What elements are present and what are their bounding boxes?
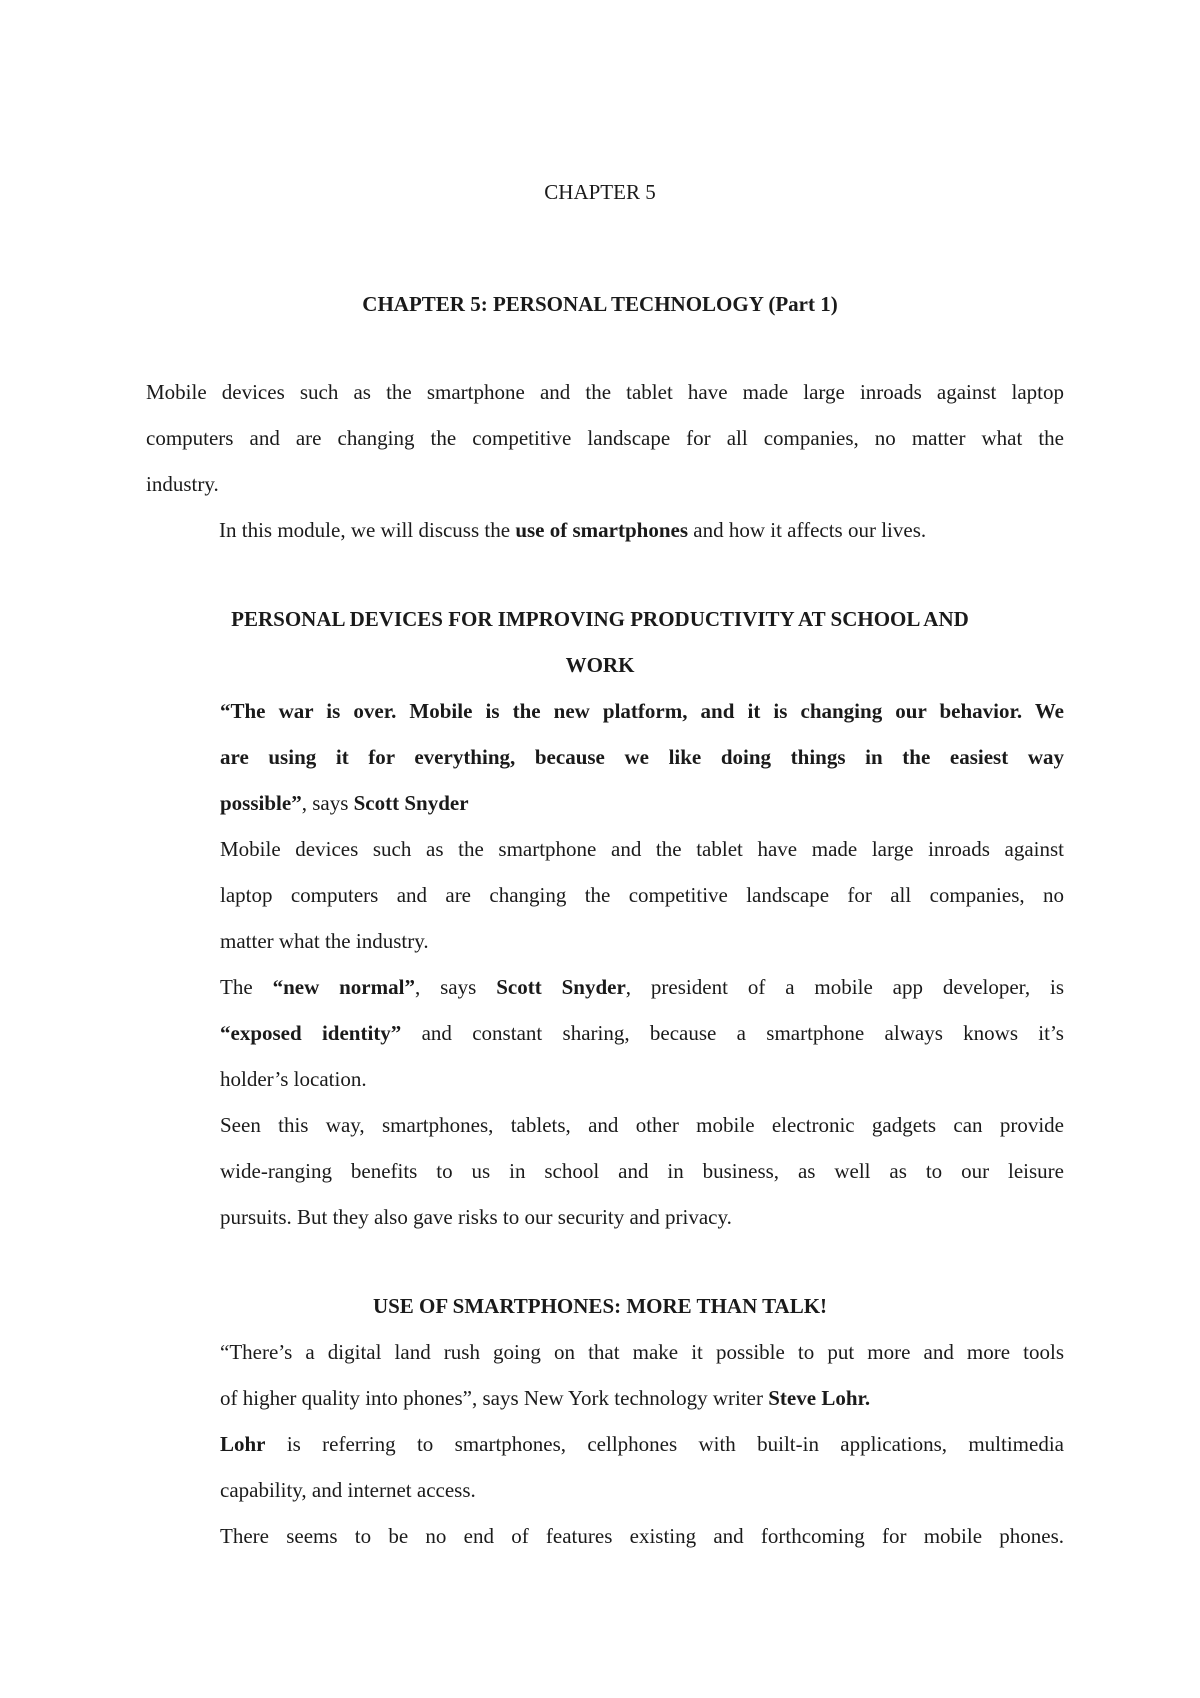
last-line: There seems to be no end of features existing and forthcoming for mobile phones.: [220, 1524, 1064, 1548]
p3-line-2: wide-ranging benefits to us in school and in business, as well as to our leisure: [220, 1159, 1064, 1183]
chapter-label: CHAPTER 5: [544, 180, 656, 204]
s2-quote-line-2: [220, 1386, 1064, 1410]
p2-author: Scott Snyder: [496, 975, 626, 999]
p2-line-2: [220, 1021, 1064, 1045]
s2-quote-author: Steve Lohr.: [768, 1386, 871, 1410]
module-intro-text-c: and how it affects our lives.: [688, 518, 927, 542]
lohr-name: Lohr: [220, 1432, 266, 1456]
section-heading-personal-devices-2: WORK: [565, 653, 635, 677]
p1-line-1: Mobile devices such as the smartphone and the tablet have made large inroads against: [220, 837, 1064, 861]
p1-line-3: matter what the industry.: [220, 929, 429, 953]
intro-line-2: computers and are changing the competitive landscape for all companies, no matter what the: [146, 426, 1064, 450]
lohr-text: is referring to smartphones, cellphones with built-in applications, multimedia: [265, 1432, 1064, 1456]
p3-line-3: pursuits. But they also gave risks to our security and privacy.: [220, 1205, 732, 1229]
quote-says: , says: [301, 791, 354, 815]
module-intro-text-a: In this module, we will discuss the: [219, 518, 516, 542]
quote-line-3: [220, 791, 1064, 815]
p2-exposed-identity: “exposed identity”: [220, 1021, 402, 1045]
section-heading-personal-devices-1: PERSONAL DEVICES FOR IMPROVING PRODUCTIVITY AT SCHOOL AND: [231, 607, 969, 631]
module-intro: [219, 518, 926, 542]
quote-end: possible”: [220, 791, 302, 815]
section-heading-smartphones: USE OF SMARTPHONES: MORE THAN TALK!: [372, 1294, 828, 1318]
p2-text-c: , says: [414, 975, 497, 999]
p2-new-normal: “new normal”: [272, 975, 415, 999]
p2-line-3: holder’s location.: [220, 1067, 367, 1091]
quote-line-1: “The war is over. Mobile is the new platform, and it is changing our behavior. We: [220, 699, 1064, 723]
lohr-line-2: capability, and internet access.: [220, 1478, 476, 1502]
p2-text-a: The: [220, 975, 273, 999]
intro-line-3: industry.: [146, 472, 219, 496]
p3-line-1: Seen this way, smartphones, tablets, and other mobile electronic gadgets can provide: [220, 1113, 1064, 1137]
module-intro-emphasis: use of smartphones: [515, 518, 688, 542]
quote-author: Scott Snyder: [353, 791, 469, 815]
p2-text-e: , president of a mobile app developer, is: [625, 975, 1064, 999]
s2-quote-text: of higher quality into phones”, says New York technology writer: [220, 1386, 769, 1410]
p2-line-1: [220, 975, 1064, 999]
quote-line-2: are using it for everything, because we like doing things in the easiest way: [220, 745, 1064, 769]
p1-line-2: laptop computers and are changing the competitive landscape for all companies, no: [220, 883, 1064, 907]
intro-line-1: Mobile devices such as the smartphone and the tablet have made large inroads against laptop: [146, 380, 1064, 404]
s2-quote-line-1: “There’s a digital land rush going on that make it possible to put more and more tools: [220, 1340, 1064, 1364]
chapter-title: CHAPTER 5: PERSONAL TECHNOLOGY (Part 1): [362, 292, 838, 316]
p2-text-g: and constant sharing, because a smartphone always knows it’s: [401, 1021, 1064, 1045]
lohr-line-1: [220, 1432, 1064, 1456]
